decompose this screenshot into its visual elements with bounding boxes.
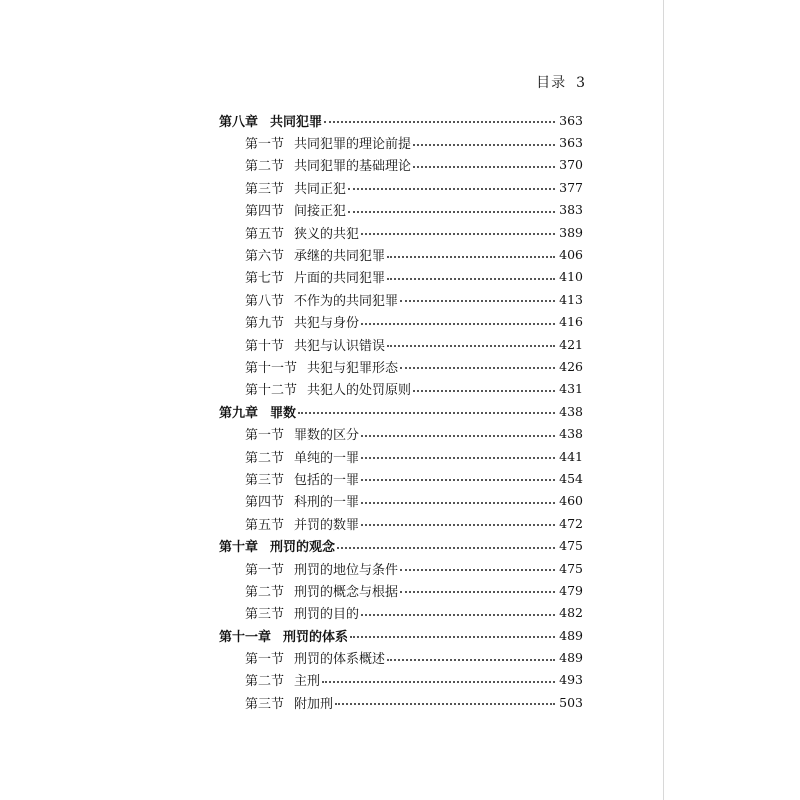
dot-leader xyxy=(348,211,555,213)
toc-entry-number: 第二节 xyxy=(245,159,285,175)
dot-leader xyxy=(387,278,555,280)
dot-leader xyxy=(361,435,555,437)
toc-entry-title: 附加刑 xyxy=(294,696,334,712)
dot-leader xyxy=(361,479,555,481)
toc-section-entry[interactable] xyxy=(219,422,583,444)
toc-entry-page-number: 413 xyxy=(559,291,583,307)
toc-entry-title: 承继的共同犯罪 xyxy=(294,249,386,265)
running-header xyxy=(536,72,586,92)
dot-leader xyxy=(361,614,555,616)
toc-entry-number: 第一节 xyxy=(245,137,285,153)
toc-entry-page-number: 370 xyxy=(559,157,583,173)
toc-chapter-entry[interactable] xyxy=(219,534,583,556)
toc-entry-page-number: 441 xyxy=(559,448,583,464)
toc-entry-title: 共犯与犯罪形态 xyxy=(307,360,399,376)
toc-entry-title: 包括的一罪 xyxy=(294,472,360,488)
toc-entry-page-number: 406 xyxy=(559,247,583,263)
toc-entry-page-number: 383 xyxy=(559,202,583,218)
dot-leader xyxy=(361,323,555,325)
toc-chapter-entry[interactable] xyxy=(219,400,583,422)
toc-section-entry[interactable] xyxy=(219,154,583,176)
toc-entry-number: 第九节 xyxy=(245,316,285,332)
toc-entry-number: 第一节 xyxy=(245,562,285,578)
toc-entry-title: 单纯的一罪 xyxy=(294,450,360,466)
toc-entry-number: 第十一章 xyxy=(219,629,272,645)
toc-entry-title: 共犯与认识错误 xyxy=(294,338,386,354)
toc-section-entry[interactable] xyxy=(219,243,583,265)
dot-leader xyxy=(400,367,555,369)
toc-entry-number: 第二节 xyxy=(245,584,285,600)
toc-section-entry[interactable] xyxy=(219,691,583,713)
dot-leader xyxy=(335,703,555,705)
toc-entry-number: 第一节 xyxy=(245,428,285,444)
toc-entry-page-number: 438 xyxy=(559,426,583,442)
toc-section-entry[interactable] xyxy=(219,221,583,243)
toc-entry-title: 刑罚的观念 xyxy=(270,540,336,556)
toc-entry-title: 罪数 xyxy=(270,405,297,421)
toc-entry-title: 片面的共同犯罪 xyxy=(294,271,386,287)
toc-entry-title: 刑罚的概念与根据 xyxy=(294,584,399,600)
dot-leader xyxy=(400,569,555,571)
toc-entry-title: 间接正犯 xyxy=(294,204,347,220)
toc-entry-page-number: 503 xyxy=(559,694,583,710)
toc-entry-page-number: 410 xyxy=(559,269,583,285)
toc-entry-title: 刑罚的目的 xyxy=(294,607,360,623)
toc-entry-number: 第三节 xyxy=(245,696,285,712)
toc-entry-page-number: 493 xyxy=(559,672,583,688)
dot-leader xyxy=(361,457,555,459)
toc-entry-number: 第三节 xyxy=(245,607,285,623)
dot-leader xyxy=(413,144,555,146)
toc-entry-title: 共犯人的处罚原则 xyxy=(307,383,412,399)
toc-entry-title: 罪数的区分 xyxy=(294,428,360,444)
toc-entry-page-number: 389 xyxy=(559,224,583,240)
toc-entry-number: 第三节 xyxy=(245,472,285,488)
toc-entry-title: 共同犯罪的基础理论 xyxy=(294,159,412,175)
toc-entry-page-number: 377 xyxy=(559,179,583,195)
toc-entry-page-number: 431 xyxy=(559,381,583,397)
dot-leader xyxy=(322,681,555,683)
toc-entry-number: 第六节 xyxy=(245,249,285,265)
toc-entry-title: 科刑的一罪 xyxy=(294,495,360,511)
dot-leader xyxy=(361,524,555,526)
toc-section-entry[interactable] xyxy=(219,199,583,221)
dot-leader xyxy=(387,659,555,661)
toc-entry-number: 第二节 xyxy=(245,450,285,466)
toc-section-entry[interactable] xyxy=(219,602,583,624)
toc-entry-title: 刑罚的体系 xyxy=(283,629,349,645)
dot-leader xyxy=(337,547,555,549)
toc-entry-number: 第十一节 xyxy=(245,360,298,376)
dot-leader xyxy=(361,502,555,504)
dot-leader xyxy=(400,300,555,302)
toc-section-entry[interactable] xyxy=(219,378,583,400)
toc-entry-page-number: 482 xyxy=(559,605,583,621)
toc-section-entry[interactable] xyxy=(219,266,583,288)
toc-entry-title: 共同犯罪的理论前提 xyxy=(294,137,412,153)
dot-leader xyxy=(413,390,555,392)
toc-section-entry[interactable] xyxy=(219,557,583,579)
toc-section-entry[interactable] xyxy=(219,467,583,489)
toc-entry-number: 第八章 xyxy=(219,114,259,130)
toc-entry-title: 主刑 xyxy=(294,674,321,690)
toc-entry-page-number: 460 xyxy=(559,493,583,509)
toc-section-entry[interactable] xyxy=(219,311,583,333)
toc-entry-page-number: 475 xyxy=(559,560,583,576)
running-header-title: 目录 xyxy=(536,75,567,91)
toc-entry-page-number: 421 xyxy=(559,336,583,352)
toc-entry-number: 第一节 xyxy=(245,652,285,668)
toc-entry-number: 第八节 xyxy=(245,293,285,309)
toc-entry-title: 并罚的数罪 xyxy=(294,517,360,533)
dot-leader xyxy=(413,166,555,168)
toc-entry-number: 第四节 xyxy=(245,495,285,511)
toc-entry-page-number: 454 xyxy=(559,470,583,486)
toc-section-entry[interactable] xyxy=(219,355,583,377)
running-header-page-number: 3 xyxy=(576,75,586,91)
toc-entry-page-number: 472 xyxy=(559,515,583,531)
toc-entry-page-number: 489 xyxy=(559,650,583,666)
toc-entry-title: 狭义的共犯 xyxy=(294,226,360,242)
toc-entry-number: 第二节 xyxy=(245,674,285,690)
toc-entry-page-number: 426 xyxy=(559,358,583,374)
toc-section-entry[interactable] xyxy=(219,333,583,355)
toc-entry-title: 刑罚的地位与条件 xyxy=(294,562,399,578)
dot-leader xyxy=(361,233,555,235)
toc-section-entry[interactable] xyxy=(219,646,583,668)
table-of-contents xyxy=(219,109,583,714)
toc-entry-title: 不作为的共同犯罪 xyxy=(294,293,399,309)
toc-entry-page-number: 363 xyxy=(559,112,583,128)
toc-section-entry[interactable] xyxy=(219,579,583,601)
page-edge-divider xyxy=(663,0,664,800)
toc-entry-number: 第十二节 xyxy=(245,383,298,399)
toc-section-entry[interactable] xyxy=(219,512,583,534)
toc-entry-number: 第五节 xyxy=(245,226,285,242)
toc-entry-title: 共同犯罪 xyxy=(270,114,323,130)
toc-chapter-entry[interactable] xyxy=(219,624,583,646)
toc-chapter-entry[interactable] xyxy=(219,109,583,131)
toc-section-entry[interactable] xyxy=(219,176,583,198)
toc-entry-number: 第七节 xyxy=(245,271,285,287)
toc-section-entry[interactable] xyxy=(219,669,583,691)
toc-entry-number: 第十节 xyxy=(245,338,285,354)
toc-entry-page-number: 438 xyxy=(559,403,583,419)
toc-section-entry[interactable] xyxy=(219,445,583,467)
dot-leader xyxy=(324,121,555,123)
toc-section-entry[interactable] xyxy=(219,131,583,153)
toc-entry-page-number: 479 xyxy=(559,582,583,598)
dot-leader xyxy=(387,256,555,258)
toc-entry-number: 第十章 xyxy=(219,540,259,556)
toc-entry-page-number: 363 xyxy=(559,135,583,151)
toc-entry-title: 刑罚的体系概述 xyxy=(294,652,386,668)
toc-entry-page-number: 489 xyxy=(559,627,583,643)
dot-leader xyxy=(348,188,555,190)
toc-entry-title: 共同正犯 xyxy=(294,181,347,197)
dot-leader xyxy=(400,591,555,593)
toc-entry-number: 第三节 xyxy=(245,181,285,197)
toc-entry-number: 第九章 xyxy=(219,405,259,421)
toc-entry-title: 共犯与身份 xyxy=(294,316,360,332)
toc-entry-page-number: 475 xyxy=(559,538,583,554)
dot-leader xyxy=(387,345,555,347)
toc-entry-number: 第五节 xyxy=(245,517,285,533)
dot-leader xyxy=(298,412,555,414)
dot-leader xyxy=(350,636,555,638)
toc-entry-number: 第四节 xyxy=(245,204,285,220)
toc-entry-page-number: 416 xyxy=(559,314,583,330)
toc-section-entry[interactable] xyxy=(219,288,583,310)
toc-section-entry[interactable] xyxy=(219,490,583,512)
